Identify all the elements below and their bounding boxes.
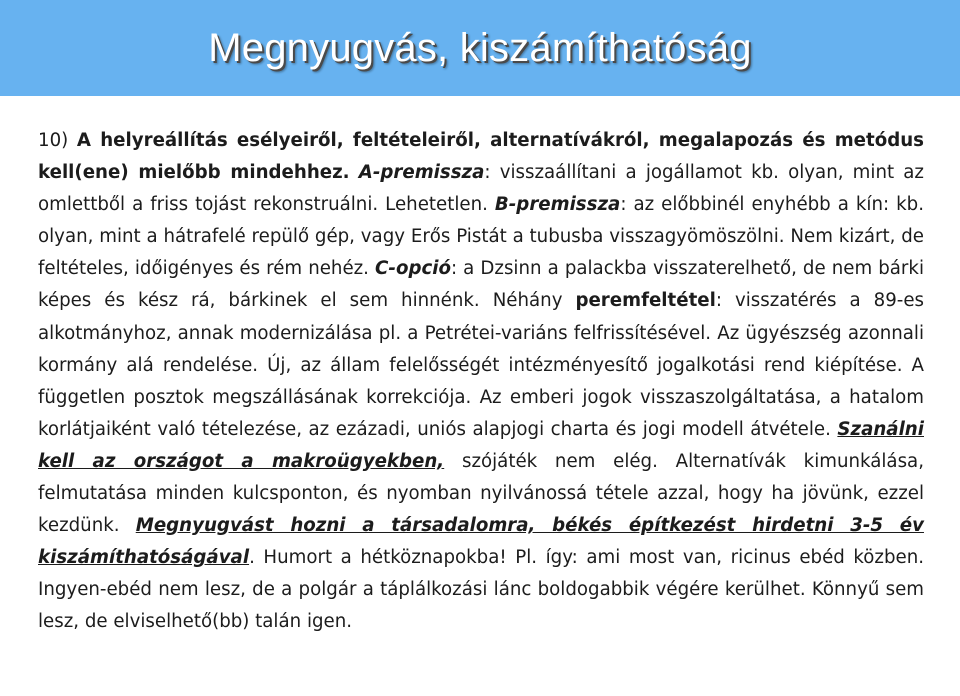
text-segment xyxy=(350,162,359,183)
paragraph-number: 10) xyxy=(38,130,77,151)
premise-a-text: : visszaállítani a jogállamot kb. olyan, mint az omlettből a friss tojást rekonstruálni. Lehetetlen. xyxy=(38,162,924,216)
emphasis-reassurance: Megnyugvást hozni a társadalomra, békés építkezést hirdetni 3-5 év kiszámíthatóságával xyxy=(38,515,924,569)
closing-text: . Humort a hétköznapokba! Pl. így: ami most van, ricinus ebéd közben. Ingyen-ebéd nem lesz, de a polgár a táplálkozási lánc boldogabbik végére kerülhet. Könnyű sem lesz, de elviselhető(bb) talán igen. xyxy=(38,547,924,633)
alternatives-text: szójáték nem elég. Alternatívák kimunkálása, felmutatása minden kulcsponton, és nyomban nyilvánossá tétele azzal, hogy ha jövünk, ezzel kezdünk. xyxy=(38,450,924,537)
premise-b-text: : az előbbinél enyhébb a kín: kb. olyan, mint a hátrafelé repülő gép, vagy Erős Pistát a tubusba visszagyömöszölni. Nem kizárt, de feltételes, időigényes és rém nehéz. xyxy=(38,194,924,280)
precondition-text: : visszatérés a 89-es alkotmányhoz, annak modernizálása pl. a Petrétei-variáns felfrissítésével. Az ügyészség azonnali kormány alá rendelése. Új, az állam felelősségét intézményesítő jogalkotási rend kiépítése. A független posztok megszállásának korrekciója. Az emberi jogok visszaszolgáltatása, a hatalom korlátjaiként való tételezése, az ezázadi, uniós alapjogi charta és jogi modell átvétele. xyxy=(38,290,924,440)
option-c-text: : a Dzsinn a palackba visszaterelhető, de nem bárki képes és kész rá, bárkinek el sem hinnénk. Néhány xyxy=(38,258,924,312)
slide-title: Megnyugvás, kiszámíthatóság xyxy=(208,25,752,70)
premise-a-label: A-premissza xyxy=(358,162,485,184)
emphasis-restructure: Szanálni kell az országot a makroügyekben, xyxy=(38,418,924,472)
body-paragraph xyxy=(38,125,924,639)
premise-b-label: B-premissza xyxy=(494,194,621,216)
option-c-label: C-opció xyxy=(375,258,451,280)
lead-sentence: A helyreállítás esélyeiről, feltételeiről, alternatívákról, megalapozás és metódus kell(ene) mielőbb mindehhez. xyxy=(38,130,924,184)
precondition-label: peremfeltétel xyxy=(575,290,716,312)
